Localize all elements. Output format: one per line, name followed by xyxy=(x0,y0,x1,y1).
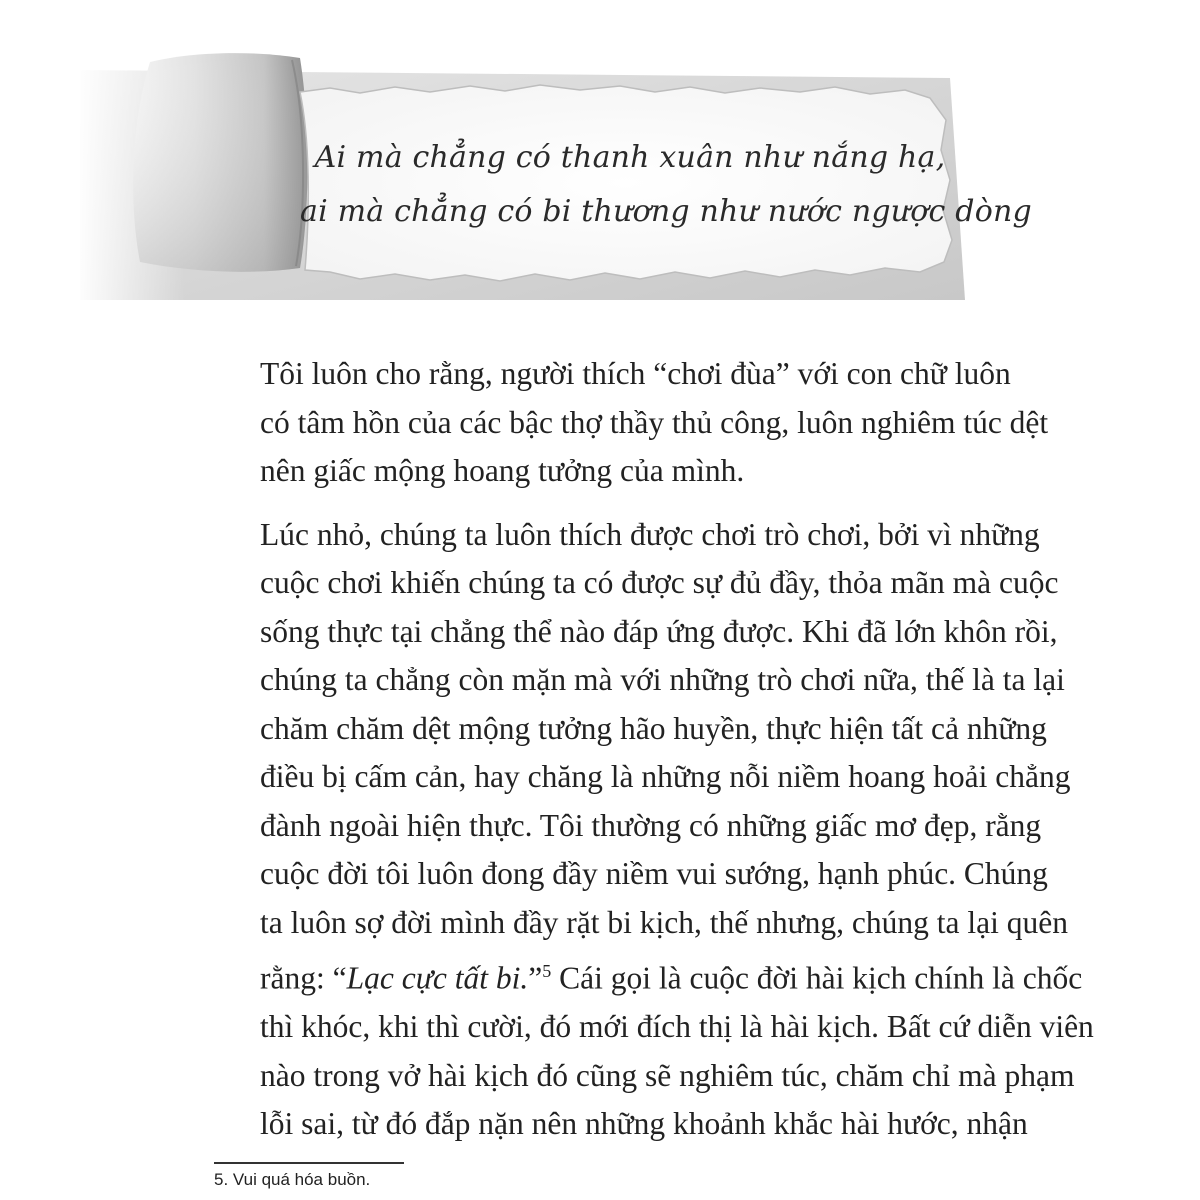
text-line: đành ngoài hiện thực. Tôi thường có những giấc mơ đẹp, rằng xyxy=(260,807,1042,843)
text-line: cuộc chơi khiến chúng ta có được sự đủ đầy, thỏa mãn mà cuộc xyxy=(260,565,1059,600)
torn-paper-banner xyxy=(0,0,1200,320)
footnote: 5. Vui quá hóa buồn. xyxy=(214,1170,371,1189)
footnote-divider xyxy=(214,1162,404,1164)
quote-suffix: Cái gọi là cuộc đời hài kịch chính là chốc xyxy=(551,960,1083,996)
body-text xyxy=(214,350,1094,1164)
text-line: nào trong vở hài kịch đó cũng sẽ nghiêm túc, chăm chỉ mà phạm xyxy=(260,1057,1075,1093)
text-line: lỗi sai, từ đó đắp nặn nên những khoảnh khắc hài hước, nhận xyxy=(260,1106,1028,1141)
quote-line xyxy=(214,947,1083,1003)
text-line: chúng ta chẳng còn mặn mà với những trò chơi nữa, thế là ta lại xyxy=(260,662,1065,697)
banner-title-line-1: Ai mà chẳng có thanh xuân như nắng hạ, xyxy=(314,140,946,175)
text-line: ta luôn sợ đời mình đầy rặt bi kịch, thế nhưng, chúng ta lại quên xyxy=(260,904,1068,940)
paragraph-1 xyxy=(214,350,1049,496)
footnote-ref: 5 xyxy=(542,961,552,981)
text-line: Tôi luôn cho rằng, người thích “chơi đùa” với con chữ luôn xyxy=(260,356,1011,391)
text-line: điều bị cấm cản, hay chăng là những nỗi niềm hoang hoải chẳng xyxy=(260,759,1071,794)
text-line: nên giấc mộng hoang tưởng của mình. xyxy=(260,453,745,488)
banner-title-line-2: ai mà chẳng có bi thương như nước ngược dòng xyxy=(300,194,1032,229)
text-line: Lúc nhỏ, chúng ta luôn thích được chơi trò chơi, bởi vì những xyxy=(260,516,1040,552)
paragraph-2 xyxy=(214,511,1094,1149)
text-line: sống thực tại chẳng thể nào đáp ứng được. Khi đã lớn khôn rồi, xyxy=(260,613,1058,649)
torn-paper xyxy=(300,85,952,281)
text-line: thì khóc, khi thì cười, đó mới đích thị là hài kịch. Bất cứ diễn viên xyxy=(260,1009,1094,1044)
text-line: có tâm hồn của các bậc thợ thầy thủ công, luôn nghiêm túc dệt xyxy=(260,404,1049,440)
quote-close: ” xyxy=(528,960,543,996)
quote-italic: Lạc cực tất bi. xyxy=(346,960,529,996)
text-line: chăm chăm dệt mộng tưởng hão huyền, thực hiện tất cả những xyxy=(260,710,1047,746)
quote-prefix: rằng: “ xyxy=(260,960,347,996)
text-line: cuộc đời tôi luôn đong đầy niềm vui sướng, hạnh phúc. Chúng xyxy=(260,856,1048,891)
